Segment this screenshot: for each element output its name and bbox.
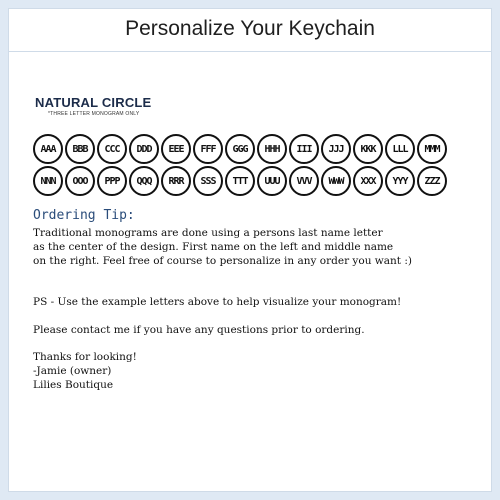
monogram-circle-r: RRR <box>161 166 191 196</box>
tip-line: on the right. Feel free of course to personalize in any order you want :) <box>33 255 412 267</box>
header-divider <box>9 51 491 52</box>
monogram-row-1 <box>33 134 447 164</box>
monogram-circle-j: JJJ <box>321 134 351 164</box>
monogram-circle-t: TTT <box>225 166 255 196</box>
monogram-circle-b: BBB <box>65 134 95 164</box>
ps-note: PS - Use the example letters above to help visualize your monogram! <box>33 296 402 308</box>
ordering-tip-title: Ordering Tip: <box>33 208 135 223</box>
monogram-circle-e: EEE <box>161 134 191 164</box>
monogram-circle-n: NNN <box>33 166 63 196</box>
monogram-note: *THREE LETTER MONOGRAM ONLY <box>48 111 140 117</box>
shop-name: Lilies Boutique <box>33 379 114 391</box>
monogram-circle-s: SSS <box>193 166 223 196</box>
monogram-circle-o: OOO <box>65 166 95 196</box>
monogram-row-2 <box>33 166 447 196</box>
monogram-style-name: NATURAL CIRCLE <box>35 95 152 110</box>
monogram-circle-c: CCC <box>97 134 127 164</box>
monogram-circle-z: ZZZ <box>417 166 447 196</box>
owner-line: -Jamie (owner) <box>33 365 112 377</box>
monogram-circle-m: MMM <box>417 134 447 164</box>
monogram-circle-a: AAA <box>33 134 63 164</box>
monogram-circle-q: QQQ <box>129 166 159 196</box>
monogram-circle-f: FFF <box>193 134 223 164</box>
monogram-circle-w: WWW <box>321 166 351 196</box>
monogram-circle-i: III <box>289 134 319 164</box>
monogram-circle-u: UUU <box>257 166 287 196</box>
monogram-circle-x: XXX <box>353 166 383 196</box>
signoff <box>33 350 137 392</box>
thanks-line: Thanks for looking! <box>33 351 137 363</box>
monogram-circle-y: YYY <box>385 166 415 196</box>
tip-line: as the center of the design. First name on the left and middle name <box>33 241 394 253</box>
monogram-circle-k: KKK <box>353 134 383 164</box>
monogram-circle-h: HHH <box>257 134 287 164</box>
tip-line: Traditional monograms are done using a persons last name letter <box>33 227 383 239</box>
page-title: Personalize Your Keychain <box>125 17 375 40</box>
monogram-circle-v: VVV <box>289 166 319 196</box>
monogram-circle-g: GGG <box>225 134 255 164</box>
contact-note: Please contact me if you have any questions prior to ordering. <box>33 324 365 336</box>
monogram-circle-l: LLL <box>385 134 415 164</box>
ordering-tip-text <box>33 226 412 268</box>
monogram-circle-d: DDD <box>129 134 159 164</box>
monogram-circle-p: PPP <box>97 166 127 196</box>
